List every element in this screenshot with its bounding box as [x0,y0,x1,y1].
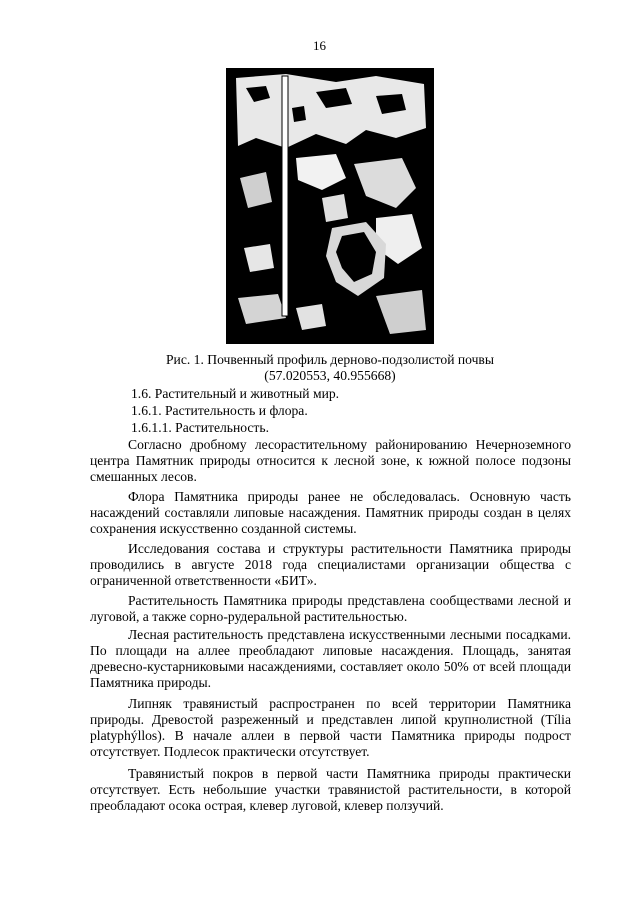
page-number: 16 [313,38,326,53]
paragraph-text: Липняк травянистый распространен по всей территории Памятника природы. Древостой разреженный и представлен липой крупнолистной (Tília platyphýllos). В начале аллеи в первой части Памятника природы подрост отсутствует. Подлесок практически отсутствует. [90,696,571,759]
paragraph-text: Согласно дробному лесорастительному районированию Нечерноземного центра Памятник природы относится к лесной зоне, к южной полосе подзоны смешанных лесов. [90,437,571,484]
paragraph-research [90,541,571,589]
paragraph-text: Лесная растительность представлена искусственными лесными посадками. По площади на аллее преобладают липовые насаждения. Площадь, занятая древесно-кустарниковыми насаждениями, составляет около 50% от всей площади Памятника природы. [90,627,571,690]
paragraph-flora [90,489,571,537]
section-heading-1-6-1-1: 1.6.1.1. Растительность. [131,420,269,435]
paragraph-linden [90,696,571,760]
section-heading-1-6: 1.6. Растительный и животный мир. [131,386,340,401]
figure-caption: Рис. 1. Почвенный профиль дерново-подзолистой почвы [166,352,494,367]
soil-profile-image [226,68,434,344]
paragraph-vegetation-types [90,593,571,625]
paragraph-zoning [90,437,571,485]
soil-profile-photo [226,68,434,344]
figure-coordinates: (57.020553, 40.955668) [264,368,396,383]
paragraph-text: Травянистый покров в первой части Памятника природы практически отсутствует. Есть небольшие участки травянистой растительности, в которой преобладают осока острая, клевер луговой, клевер ползучий. [90,766,571,813]
section-heading-1-6-1: 1.6.1. Растительность и флора. [131,403,308,418]
paragraph-text: Флора Памятника природы ранее не обследовалась. Основную часть насаждений составляли липовые насаждения. Памятник природы создан в целях сохранения искусственно созданной системы. [90,489,571,536]
paragraph-text: Растительность Памятника природы представлена сообществами лесной и луговой, а также сорно-рудеральной растительностью. [90,593,571,624]
paragraph-text: Исследования состава и структуры растительности Памятника природы проводились в августе 2018 года специалистами организации общества с ограниченной ответственности «БИТ». [90,541,571,588]
paragraph-grass-cover [90,766,571,814]
paragraph-forest [90,627,571,691]
